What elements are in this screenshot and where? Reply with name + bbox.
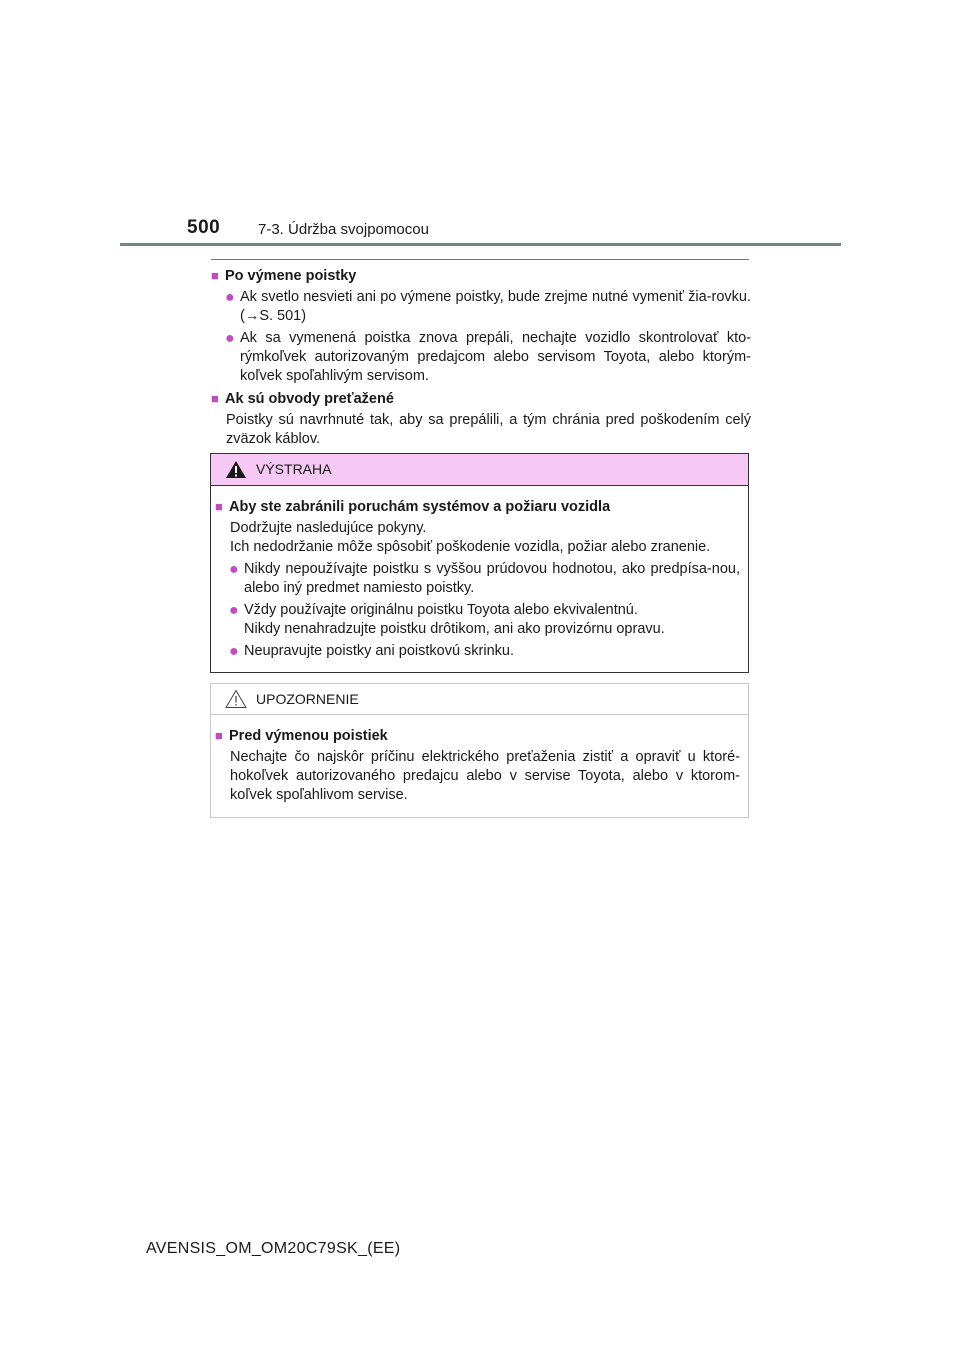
- section-title: 7-3. Údržba svojpomocou: [258, 221, 429, 238]
- overloaded-text: Poistky sú navrhnuté tak, aby sa prepálili, a tým chránia pred poškodením celý zväzok káblov.: [226, 412, 751, 447]
- warning-body: [211, 486, 748, 661]
- warning-intro: Dodržujte nasledujúce pokyny. Ich nedodržanie môže spôsobiť poškodenie vozidla, požiar alebo zranenie.: [230, 520, 711, 555]
- round-bullet-icon: ●: [225, 289, 235, 306]
- section-heading-after-replacement: ■ Po výmene poistky: [211, 268, 357, 284]
- list-item: ● Neupravujte poistky ani poistkovú skrinku.: [229, 643, 514, 660]
- notice-title: ■ Pred výmenou poistiek: [215, 728, 388, 744]
- round-bullet-icon: ●: [229, 643, 239, 660]
- notice-header: [211, 684, 748, 715]
- list-item: ● Ak sa vymenená poistka znova prepáli, nechajte vozidlo skontrolovať kto-rýmkoľvek autorizovaným predajcom alebo servisom Toyota, alebo ktorým-koľvek spoľahlivým servisom.: [225, 330, 751, 384]
- list-item: ● Vždy používajte originálnu poistku Toyota alebo ekvivalentnú. Nikdy nenahradzujte poistku drôtikom, ani ako provizórnu opravu.: [229, 602, 665, 637]
- notice-body: [211, 715, 748, 805]
- round-bullet-icon: ●: [229, 561, 239, 578]
- round-bullet-icon: ●: [225, 330, 235, 347]
- notice-box: [210, 683, 749, 818]
- list-item: ● Ak svetlo nesvieti ani po výmene poistky, bude zrejme nutné vymeniť žia-rovku. (→S. 501): [225, 289, 751, 324]
- content-top-rule: [211, 259, 749, 260]
- header-rule: [120, 243, 841, 246]
- square-bullet-icon: ■: [211, 391, 219, 406]
- page-header: [0, 0, 960, 250]
- square-bullet-icon: ■: [211, 268, 219, 283]
- warning-label: VÝSTRAHA: [256, 461, 332, 477]
- warning-box: [210, 453, 749, 673]
- footer-code: AVENSIS_OM_OM20C79SK_(EE): [146, 1240, 401, 1257]
- round-bullet-icon: ●: [229, 602, 239, 619]
- notice-label: UPOZORNENIE: [256, 691, 359, 707]
- list-item: ● Nikdy nepoužívajte poistku s vyššou prúdovou hodnotou, ako predpísa-nou, alebo iný predmet namiesto poistky.: [229, 561, 740, 596]
- warning-triangle-icon: [225, 460, 247, 479]
- main-content: [211, 266, 751, 449]
- caution-triangle-icon: [225, 689, 247, 709]
- square-bullet-icon: ■: [215, 728, 223, 743]
- square-bullet-icon: ■: [215, 499, 223, 514]
- notice-text: Nechajte čo najskôr príčinu elektrického preťaženia zistiť a opraviť u ktoré-hokoľvek autorizovaného predajcu alebo v servise Toyota, alebo v ktorom-koľvek spoľahlivom servise.: [230, 749, 740, 803]
- section-heading-overloaded: ■ Ak sú obvody preťažené: [211, 391, 394, 407]
- warning-header: [211, 454, 748, 486]
- warning-title: ■ Aby ste zabránili poruchám systémov a požiaru vozidla: [215, 499, 611, 515]
- page-number: 500: [187, 217, 221, 238]
